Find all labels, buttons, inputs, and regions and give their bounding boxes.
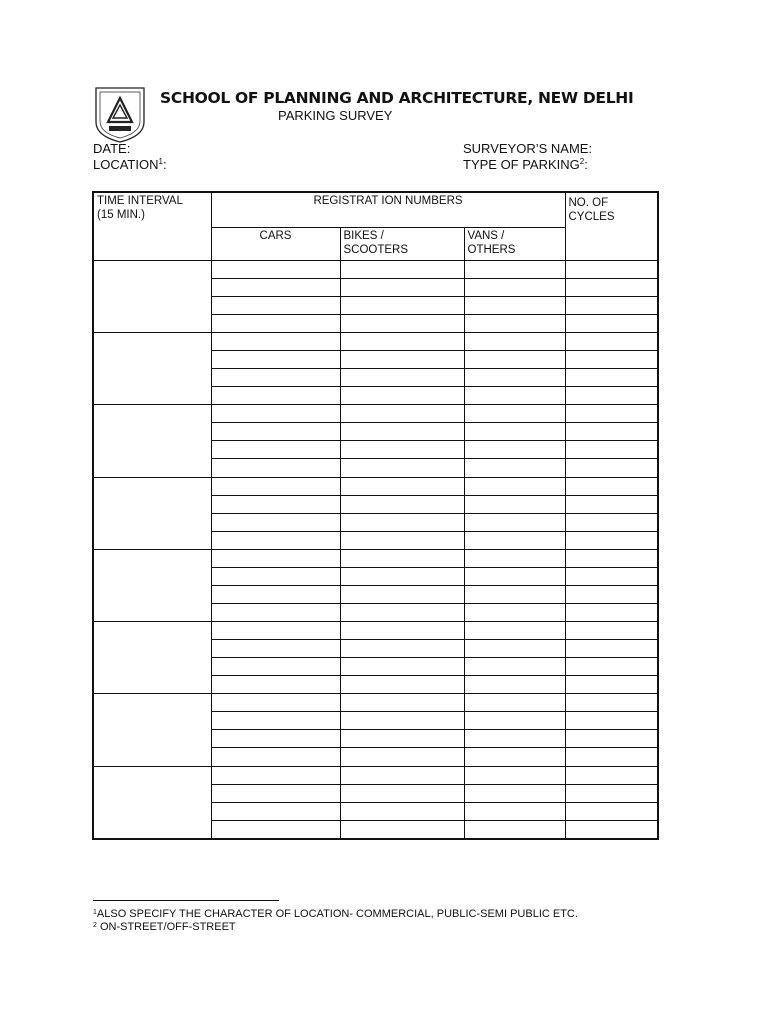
cycles-cell[interactable] <box>565 369 658 387</box>
bikes-cell[interactable] <box>340 405 464 423</box>
bikes-header: BIKES / SCOOTERS <box>340 227 464 260</box>
vans-cell[interactable] <box>464 549 565 567</box>
bikes-cell[interactable] <box>340 495 464 513</box>
footnote-1: $^1$ALSO SPECIFY THE CHARACTER OF LOCATION- COMMERCIAL, PUBLIC-SEMI PUBLIC ETC. <box>93 908 578 920</box>
bikes-cell[interactable] <box>340 531 464 549</box>
cycles-cell[interactable] <box>565 676 658 694</box>
vans-cell[interactable] <box>464 603 565 621</box>
vans-cell[interactable] <box>464 495 565 513</box>
cars-cell[interactable] <box>211 820 340 839</box>
cycles-cell[interactable] <box>565 802 658 820</box>
cycles-cell[interactable] <box>565 658 658 676</box>
cars-cell[interactable] <box>211 441 340 459</box>
table-row <box>93 260 658 278</box>
time-interval-header: TIME INTERVAL (15 MIN.) <box>93 192 211 260</box>
cars-cell[interactable] <box>211 405 340 423</box>
cycles-cell[interactable] <box>565 423 658 441</box>
cars-cell[interactable] <box>211 351 340 369</box>
bikes-cell[interactable] <box>340 802 464 820</box>
vans-cell[interactable] <box>464 567 565 585</box>
cycles-cell[interactable] <box>565 459 658 477</box>
bikes-cell[interactable] <box>340 603 464 621</box>
time-interval-cell[interactable] <box>93 477 211 549</box>
cars-cell[interactable] <box>211 296 340 314</box>
cars-header: CARS <box>211 227 340 260</box>
bikes-cell[interactable] <box>340 567 464 585</box>
vans-cell[interactable] <box>464 296 565 314</box>
vans-header: VANS / OTHERS <box>464 227 565 260</box>
cars-cell[interactable] <box>211 278 340 296</box>
date-label: DATE: <box>93 141 131 156</box>
table-row <box>93 622 658 640</box>
time-interval-cell[interactable] <box>93 260 211 332</box>
table-row <box>93 766 658 784</box>
cycles-cell[interactable] <box>565 513 658 531</box>
time-interval-cell[interactable] <box>93 333 211 405</box>
bikes-cell[interactable] <box>340 712 464 730</box>
cars-cell[interactable] <box>211 694 340 712</box>
vans-cell[interactable] <box>464 260 565 278</box>
cycles-cell[interactable] <box>565 531 658 549</box>
parking-type-label: TYPE OF PARKING$^2$: <box>463 157 588 172</box>
vans-cell[interactable] <box>464 730 565 748</box>
cycles-cell[interactable] <box>565 333 658 351</box>
cycles-cell[interactable] <box>565 314 658 332</box>
vans-cell[interactable] <box>464 423 565 441</box>
bikes-cell[interactable] <box>340 766 464 784</box>
cars-cell[interactable] <box>211 730 340 748</box>
bikes-cell[interactable] <box>340 820 464 839</box>
cycles-cell[interactable] <box>565 495 658 513</box>
footnote-divider <box>93 900 279 901</box>
cars-cell[interactable] <box>211 784 340 802</box>
cycles-cell[interactable] <box>565 441 658 459</box>
vans-cell[interactable] <box>464 369 565 387</box>
vans-cell[interactable] <box>464 766 565 784</box>
cycles-cell[interactable] <box>565 351 658 369</box>
cars-cell[interactable] <box>211 567 340 585</box>
vans-cell[interactable] <box>464 351 565 369</box>
bikes-cell[interactable] <box>340 622 464 640</box>
bikes-cell[interactable] <box>340 513 464 531</box>
cars-cell[interactable] <box>211 622 340 640</box>
bikes-cell[interactable] <box>340 260 464 278</box>
vans-cell[interactable] <box>464 278 565 296</box>
bikes-cell[interactable] <box>340 676 464 694</box>
vans-cell[interactable] <box>464 712 565 730</box>
cycles-cell[interactable] <box>565 640 658 658</box>
footnote-ref-2: 2 <box>579 157 585 166</box>
vans-cell[interactable] <box>464 333 565 351</box>
bikes-cell[interactable] <box>340 296 464 314</box>
cars-cell[interactable] <box>211 260 340 278</box>
bikes-cell[interactable] <box>340 748 464 766</box>
cars-cell[interactable] <box>211 314 340 332</box>
cars-cell[interactable] <box>211 495 340 513</box>
cycles-cell[interactable] <box>565 820 658 839</box>
vans-cell[interactable] <box>464 820 565 839</box>
cars-cell[interactable] <box>211 748 340 766</box>
cars-cell[interactable] <box>211 766 340 784</box>
bikes-cell[interactable] <box>340 730 464 748</box>
bikes-cell[interactable] <box>340 694 464 712</box>
cycles-cell[interactable] <box>565 766 658 784</box>
vans-cell[interactable] <box>464 387 565 405</box>
vans-cell[interactable] <box>464 640 565 658</box>
cycles-cell[interactable] <box>565 712 658 730</box>
cycles-cell[interactable] <box>565 694 658 712</box>
vans-cell[interactable] <box>464 676 565 694</box>
cars-cell[interactable] <box>211 802 340 820</box>
bikes-cell[interactable] <box>340 387 464 405</box>
cycles-cell[interactable] <box>565 784 658 802</box>
cycles-cell[interactable] <box>565 405 658 423</box>
cars-cell[interactable] <box>211 658 340 676</box>
cars-cell[interactable] <box>211 676 340 694</box>
bikes-cell[interactable] <box>340 658 464 676</box>
vans-cell[interactable] <box>464 585 565 603</box>
cars-cell[interactable] <box>211 531 340 549</box>
bikes-cell[interactable] <box>340 640 464 658</box>
vans-cell[interactable] <box>464 694 565 712</box>
cycles-cell[interactable] <box>565 603 658 621</box>
survey-table <box>92 191 659 840</box>
bikes-cell[interactable] <box>340 441 464 459</box>
footnote-2: $^2$ ON-STREET/OFF-STREET <box>93 921 236 933</box>
bikes-cell[interactable] <box>340 459 464 477</box>
bikes-cell[interactable] <box>340 549 464 567</box>
vans-cell[interactable] <box>464 441 565 459</box>
time-interval-cell[interactable] <box>93 405 211 477</box>
vans-cell[interactable] <box>464 658 565 676</box>
bikes-cell[interactable] <box>340 423 464 441</box>
cars-cell[interactable] <box>211 640 340 658</box>
cars-cell[interactable] <box>211 333 340 351</box>
cycles-cell[interactable] <box>565 278 658 296</box>
school-logo-icon <box>92 84 148 144</box>
cycles-cell[interactable] <box>565 622 658 640</box>
vans-cell[interactable] <box>464 748 565 766</box>
table-row <box>93 694 658 712</box>
cars-cell[interactable] <box>211 387 340 405</box>
surveyor-name-label: SURVEYOR’S NAME: <box>463 141 593 156</box>
vans-cell[interactable] <box>464 314 565 332</box>
time-interval-cell[interactable] <box>93 694 211 766</box>
bikes-cell[interactable] <box>340 784 464 802</box>
vans-cell[interactable] <box>464 459 565 477</box>
bikes-cell[interactable] <box>340 351 464 369</box>
cars-cell[interactable] <box>211 513 340 531</box>
bikes-cell[interactable] <box>340 369 464 387</box>
vans-cell[interactable] <box>464 784 565 802</box>
registration-header: REGISTRAT ION NUMBERS <box>211 192 565 227</box>
cycles-cell[interactable] <box>565 260 658 278</box>
survey-title: PARKING SURVEY <box>278 108 393 123</box>
cars-cell[interactable] <box>211 712 340 730</box>
bikes-cell[interactable] <box>340 333 464 351</box>
vans-cell[interactable] <box>464 513 565 531</box>
cycles-cell[interactable] <box>565 730 658 748</box>
cycles-cell[interactable] <box>565 567 658 585</box>
vans-cell[interactable] <box>464 531 565 549</box>
cycles-cell[interactable] <box>565 549 658 567</box>
vans-cell[interactable] <box>464 622 565 640</box>
cars-cell[interactable] <box>211 369 340 387</box>
time-interval-cell[interactable] <box>93 766 211 839</box>
time-interval-cell[interactable] <box>93 622 211 694</box>
cycles-header: NO. OF CYCLES <box>565 192 658 260</box>
time-interval-cell[interactable] <box>93 549 211 621</box>
school-title: SCHOOL OF PLANNING AND ARCHITECTURE, NEW DELHI <box>160 89 634 107</box>
table-row <box>93 405 658 423</box>
location-label: LOCATION$^1$: <box>93 157 167 172</box>
cars-cell[interactable] <box>211 477 340 495</box>
table-row <box>93 549 658 567</box>
cycles-cell[interactable] <box>565 296 658 314</box>
vans-cell[interactable] <box>464 405 565 423</box>
cycles-cell[interactable] <box>565 477 658 495</box>
cars-cell[interactable] <box>211 459 340 477</box>
bikes-cell[interactable] <box>340 585 464 603</box>
cars-cell[interactable] <box>211 423 340 441</box>
cars-cell[interactable] <box>211 585 340 603</box>
cycles-cell[interactable] <box>565 387 658 405</box>
cycles-cell[interactable] <box>565 585 658 603</box>
cycles-cell[interactable] <box>565 748 658 766</box>
bikes-cell[interactable] <box>340 314 464 332</box>
table-row <box>93 477 658 495</box>
footnote-ref-1: 1 <box>158 157 163 166</box>
bikes-cell[interactable] <box>340 278 464 296</box>
cars-cell[interactable] <box>211 603 340 621</box>
bikes-cell[interactable] <box>340 477 464 495</box>
vans-cell[interactable] <box>464 802 565 820</box>
table-row <box>93 333 658 351</box>
cars-cell[interactable] <box>211 549 340 567</box>
vans-cell[interactable] <box>464 477 565 495</box>
